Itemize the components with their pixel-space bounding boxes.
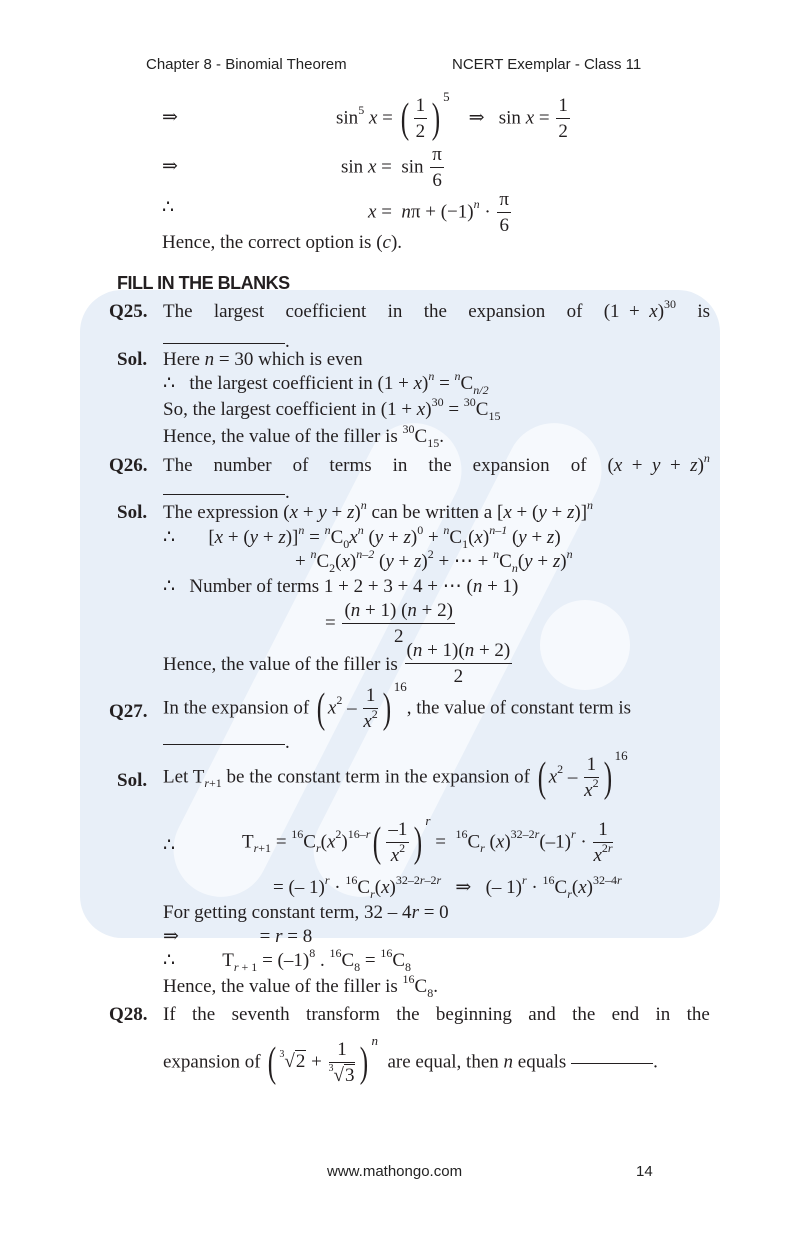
solution-line: ⇒ = r = 8 [163, 926, 313, 947]
page-number: 14 [636, 1163, 653, 1180]
solution-line: Hence, the value of the filler is $^{30}C_{15}$. [163, 422, 444, 450]
question-number: Q27. [109, 701, 148, 722]
solution-line: = (– $1)^r \cdot ^{16}C_r(x)^{32-2r-2r}$ ⇒ (– $1)^r \cdot ^{16}C_r(x)^{32-4r}$ [273, 873, 622, 901]
question-number: Q26. [109, 455, 148, 476]
watermark-dot [540, 600, 630, 690]
question-number: Q28. [109, 1004, 148, 1025]
question-text-continued: expansion of ( 3 √2 + 1 3 √3 ) $^n$ are equal, then n equals . [163, 1033, 658, 1086]
solution-line: ∴ Number of terms 1 + 2 + 3 + 4 + ⋯ (n + 1) [163, 576, 519, 597]
answer-blank[interactable]: . [163, 332, 290, 351]
solution-line: For getting constant term, 32 – 4r = 0 [163, 902, 449, 923]
solution-line: ∴ the largest coefficient in $(1 + x)^n = ^nC_{n/2}$ [163, 369, 489, 397]
equation-line-2: sin x = sin $\frac{\pi}{6}$ [341, 144, 442, 191]
therefore-symbol: ∴ [162, 197, 175, 218]
header-chapter-title: Chapter 8 - Binomial Theorem [146, 56, 347, 73]
solution-label: Sol. [117, 770, 148, 791]
footer-website[interactable]: www.mathongo.com [327, 1163, 463, 1180]
question-text: The number of terms in the expansion of $(x + y + z)^n$ [163, 451, 710, 476]
solution-line: ∴ $[x + (y + z)]^n = ^nC_0x^n$ $(y + z)^0 + ^nC_1(x)^{n-1}$ (y + z) [163, 523, 561, 551]
solution-line: Here n = 30 which is even [163, 349, 363, 370]
solution-line: Hence, the value of the filler is $\frac{(n + 1)(n + 2)}{2}$ [163, 640, 511, 687]
solution-line: ∴ $T_r$ $_{+ 1} = (-1)^8$ . $^{16}C_8 = ^{16}C_8$ [163, 946, 412, 974]
equation-line-3: $x = n\pi + (-1)^n$ · $\frac{\pi}{6}$ [368, 189, 510, 236]
question-text: If the seventh transform the beginning and the end in the [163, 1004, 710, 1025]
solution-line: $T_{r+1} = ^{16}C_r(x^2)^{16-r}$( $\frac{-1}{x^2}$ ) $^r = ^{16}C_r$ $(x)^{32-2r}(-1)^r$ · $\frac{1}{x^{2r}}$ [242, 813, 613, 866]
solution-line: Let $T_{r+1}$ be the constant term in the expansion of ( $x^2$ – $\frac{1}{x^2}$ ) $^{16}$ [163, 748, 628, 801]
header-book-title: NCERT Exemplar - Class 11 [452, 56, 642, 73]
solution-line: + $^nC_2(x)^{n-2}$ $(y + z)^2$ + ⋯ + $^nC_n(y + z)^n$ [295, 547, 573, 575]
conclusion-text: Hence, the correct option is (c). [162, 232, 403, 253]
solution-label: Sol. [117, 502, 148, 523]
question-text: In the expansion of ( $x^2$ – $\frac{1}{x^2}$ ) $^{16}$, the value of constant term is [163, 679, 632, 732]
equation-line-1: $\sin^5 x$ = ( $\frac{1}{2}$ ) $^5$ ⇒ sin x = $\frac{1}{2}$ [336, 89, 568, 142]
question-text: The largest coefficient in the expansion of $(1 + x)^{30}$ is [163, 297, 710, 322]
section-title: FILL IN THE BLANKS [117, 273, 290, 293]
answer-blank[interactable]: . [163, 483, 290, 502]
therefore-symbol: ∴ [163, 835, 176, 856]
solution-fraction: = $\frac{(n + 1) (n + 2)}{2}$ [325, 600, 453, 647]
solution-line: The expression $(x + y + z)^n$ can be written a $[x + (y + z)]^n$ [163, 498, 594, 523]
solution-label: Sol. [117, 349, 148, 370]
implies-symbol: ⇒ [162, 107, 178, 128]
answer-blank[interactable] [571, 1062, 653, 1064]
question-number: Q25. [109, 301, 148, 322]
answer-blank[interactable]: . [163, 733, 290, 752]
implies-symbol: ⇒ [162, 156, 178, 177]
solution-line: So, the largest coefficient in $(1 + x)^{30} = ^{30}C_{15}$ [163, 395, 501, 423]
solution-line: Hence, the value of the filler is $^{16}C_8$. [163, 972, 438, 1000]
